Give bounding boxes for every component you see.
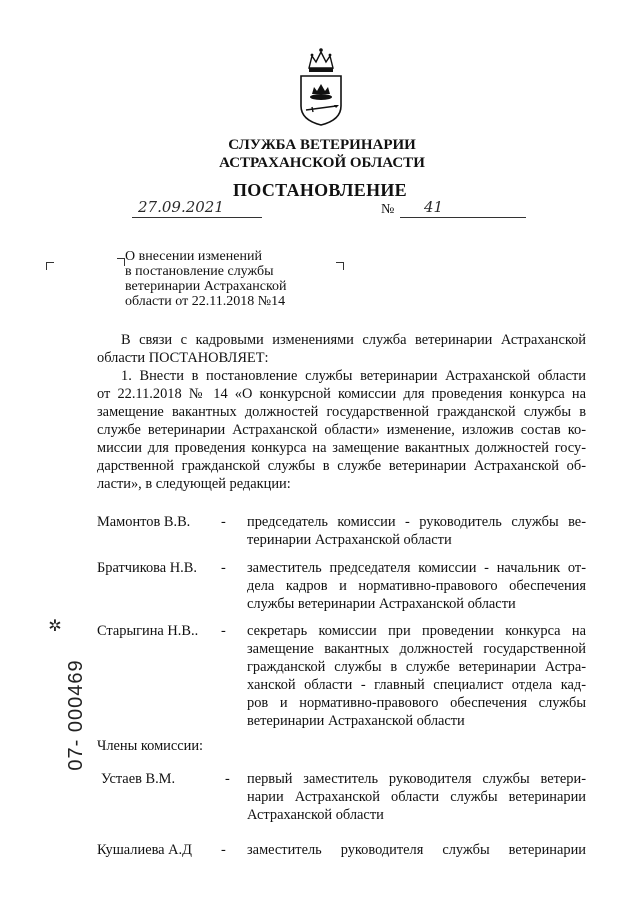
member-dash: - — [221, 560, 226, 576]
member-name: Старыгина Н.В.. — [97, 623, 199, 639]
member-role-line: секретарь комиссии при проведении конкурса на — [247, 623, 586, 639]
body-line: 1. Внести в постановление службы ветеринарии Астраханской области — [121, 368, 586, 384]
corner-mark-top-middle — [117, 258, 125, 266]
corner-mark-top-right — [336, 262, 344, 270]
member-dash: - — [221, 623, 226, 639]
coat-of-arms-emblem — [298, 46, 344, 126]
member-role-line: ханской области - главный специалист отдела кад- — [247, 677, 586, 693]
document-date: 27.09.2021 — [132, 198, 262, 218]
subject-line: в постановление службы — [125, 264, 274, 279]
document-body — [97, 331, 586, 493]
member-role-line: теринарии Астраханской области — [247, 532, 452, 548]
document-subject — [125, 249, 287, 309]
member-role-line: первый заместитель руководителя службы ветери- — [247, 771, 586, 787]
subject-line: О внесении изменений — [125, 249, 262, 264]
members-section-label: Члены комиссии: — [97, 738, 204, 754]
member-role-line: заместитель руководителя службы ветеринарии — [247, 842, 586, 858]
agency-name-line1: СЛУЖБА ВЕТЕРИНАРИИ — [228, 137, 416, 153]
registration-number: 07- 000469 — [65, 659, 87, 771]
member-name: Мамонтов В.В. — [97, 514, 191, 530]
document-number-label: № — [381, 202, 395, 217]
member-name: Братчикова Н.В. — [97, 560, 197, 576]
member-role-line: гражданской службы в службе ветеринарии Астра- — [247, 659, 586, 675]
document-title: ПОСТАНОВЛЕНИЕ — [233, 180, 407, 200]
member-role — [247, 770, 586, 824]
agency-name-line2: АСТРАХАНСКОЙ ОБЛАСТИ — [219, 155, 425, 171]
member-role-line: нарии Астраханской области службы ветеринарии — [247, 789, 586, 805]
member-role-line: ров и нормативно-правового обеспечения службы — [247, 695, 586, 711]
member-dash: - — [221, 514, 226, 530]
body-line: ласти», в следующей редакции: — [97, 476, 291, 492]
body-line: от 22.11.2018 № 14 «О конкурсной комиссии для проведения конкурса на — [97, 386, 586, 402]
member-role — [247, 622, 586, 730]
member-role-line: замещение вакантных должностей государственной — [247, 641, 586, 657]
subject-line: области от 22.11.2018 №14 — [125, 294, 286, 309]
registration-asterisk-icon: ✲ — [48, 618, 62, 635]
member-role-line: дела кадров и нормативно-правового обеспечения — [247, 578, 586, 594]
body-line: области ПОСТАНОВЛЯЕТ: — [97, 350, 269, 366]
member-role-line: ветеринарии Астраханской области — [247, 713, 465, 729]
body-line: замещение вакантных должностей государственной гражданской службы в — [97, 404, 586, 420]
member-dash: - — [221, 842, 226, 858]
subject-line: ветеринарии Астраханской — [125, 279, 287, 294]
member-role-line: службы ветеринарии Астраханской области — [247, 596, 516, 612]
member-dash: - — [225, 771, 230, 787]
member-role — [247, 841, 586, 859]
corner-mark-top-left — [46, 262, 54, 270]
member-name: Устаев В.М. — [101, 771, 176, 787]
body-line: дарственной гражданской службы в службе ветеринарии Астраханской об- — [97, 458, 586, 474]
member-role — [247, 559, 586, 613]
member-name: Кушалиева А.Д — [97, 842, 192, 858]
member-role-line: председатель комиссии - руководитель службы ве- — [247, 514, 586, 530]
document-number: 41 — [400, 198, 526, 218]
member-role-line: заместитель председателя комиссии - начальник от- — [247, 560, 586, 576]
body-line: миссии для проведения конкурса на замещение вакантных должностей госу- — [97, 440, 586, 456]
member-role-line: Астраханской области — [247, 807, 384, 823]
body-line: службе ветеринарии Астраханской области» изменение, изложив состав ко- — [97, 422, 586, 438]
member-role — [247, 513, 586, 549]
body-line: В связи с кадровыми изменениями служба ветеринарии Астраханской — [121, 332, 586, 348]
